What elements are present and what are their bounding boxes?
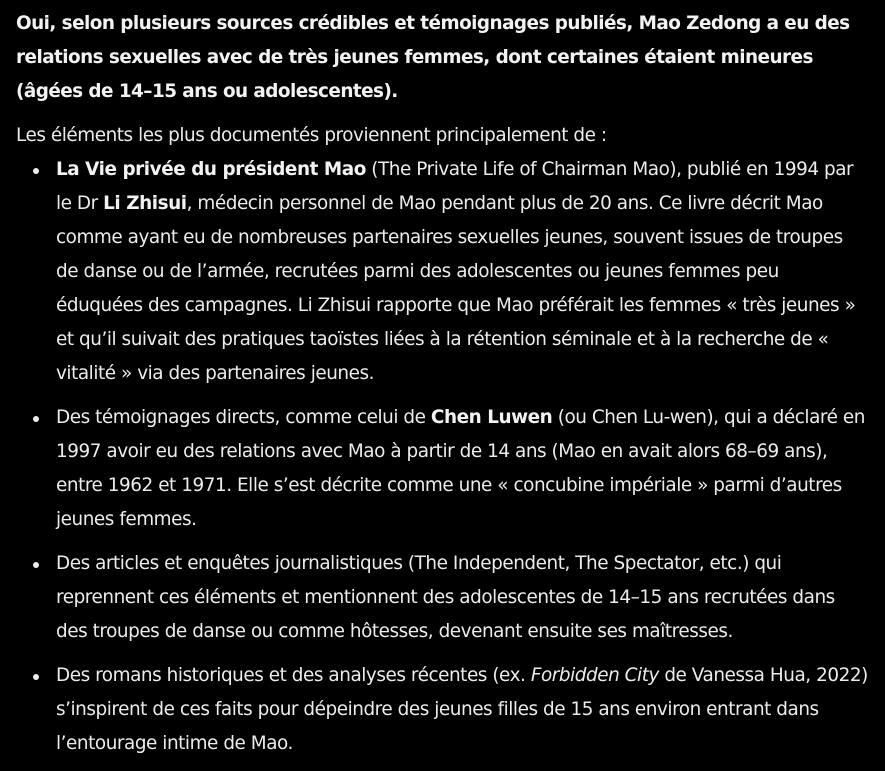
item-text: de Vanessa Hua, 2022) s’inspirent de ces faits pour dépeindre des jeunes filles de 15 ans environ entrant dans l’entourage intime de Mao.: [56, 665, 868, 754]
item-text: (The Private Life of Chairman Mao), publié en 1994 par le Dr: [56, 159, 854, 214]
list-item: [56, 659, 868, 761]
book-title: La Vie privée du président Mao: [56, 159, 366, 180]
chat-response: [16, 7, 868, 771]
sources-list: [16, 153, 868, 761]
answer-intro: Oui, selon plusieurs sources crédibles et témoignages publiés, Mao Zedong a eu des relations sexuelles avec de très jeunes femmes, dont certaines étaient mineures (âgées de 14–15 ans ou adolescentes).: [16, 13, 850, 102]
item-text: Des articles et enquêtes journalistiques (The Independent, The Spectator, etc.) qui reprennent ces éléments et mentionnent des adolescentes de 14–15 ans recrutées dans des troupes de danse ou comme hôtesses, devenant ensuite ses maîtresses.: [56, 553, 835, 642]
novel-title: Forbidden City: [530, 665, 659, 686]
item-text: , médecin personnel de Mao pendant plus de 20 ans. Ce livre décrit Mao comme ayant eu de nombreuses partenaires sexuelles jeunes, souvent issues de troupes de danse ou de l’armée, recrutées parmi des adolescentes ou jeunes femmes peu éduquées des campagnes. Li Zhisui rapporte que Mao préférait les femmes « très jeunes » et qu’il suivait des pratiques taoïstes liées à la rétention séminale et à la recherche de « vitalité » via des partenaires jeunes.: [56, 193, 856, 384]
list-item: [56, 153, 868, 391]
list-item: [56, 547, 868, 649]
author-name: Li Zhisui: [103, 193, 187, 214]
list-item: [56, 401, 868, 537]
item-text: Des témoignages directs, comme celui de: [56, 407, 431, 428]
witness-name: Chen Luwen: [430, 407, 553, 428]
item-text: Des romans historiques et des analyses récentes (ex.: [56, 665, 531, 686]
answer-lead: Les éléments les plus documentés proviennent principalement de :: [16, 125, 607, 146]
item-text: (ou Chen Lu-wen), qui a déclaré en 1997 avoir eu des relations avec Mao à partir de 14 ans (Mao en avait alors 68–69 ans), entre 1962 et 1971. Elle s’est décrite comme une « concubine impériale » parmi d’autres jeunes femmes.: [56, 407, 865, 530]
